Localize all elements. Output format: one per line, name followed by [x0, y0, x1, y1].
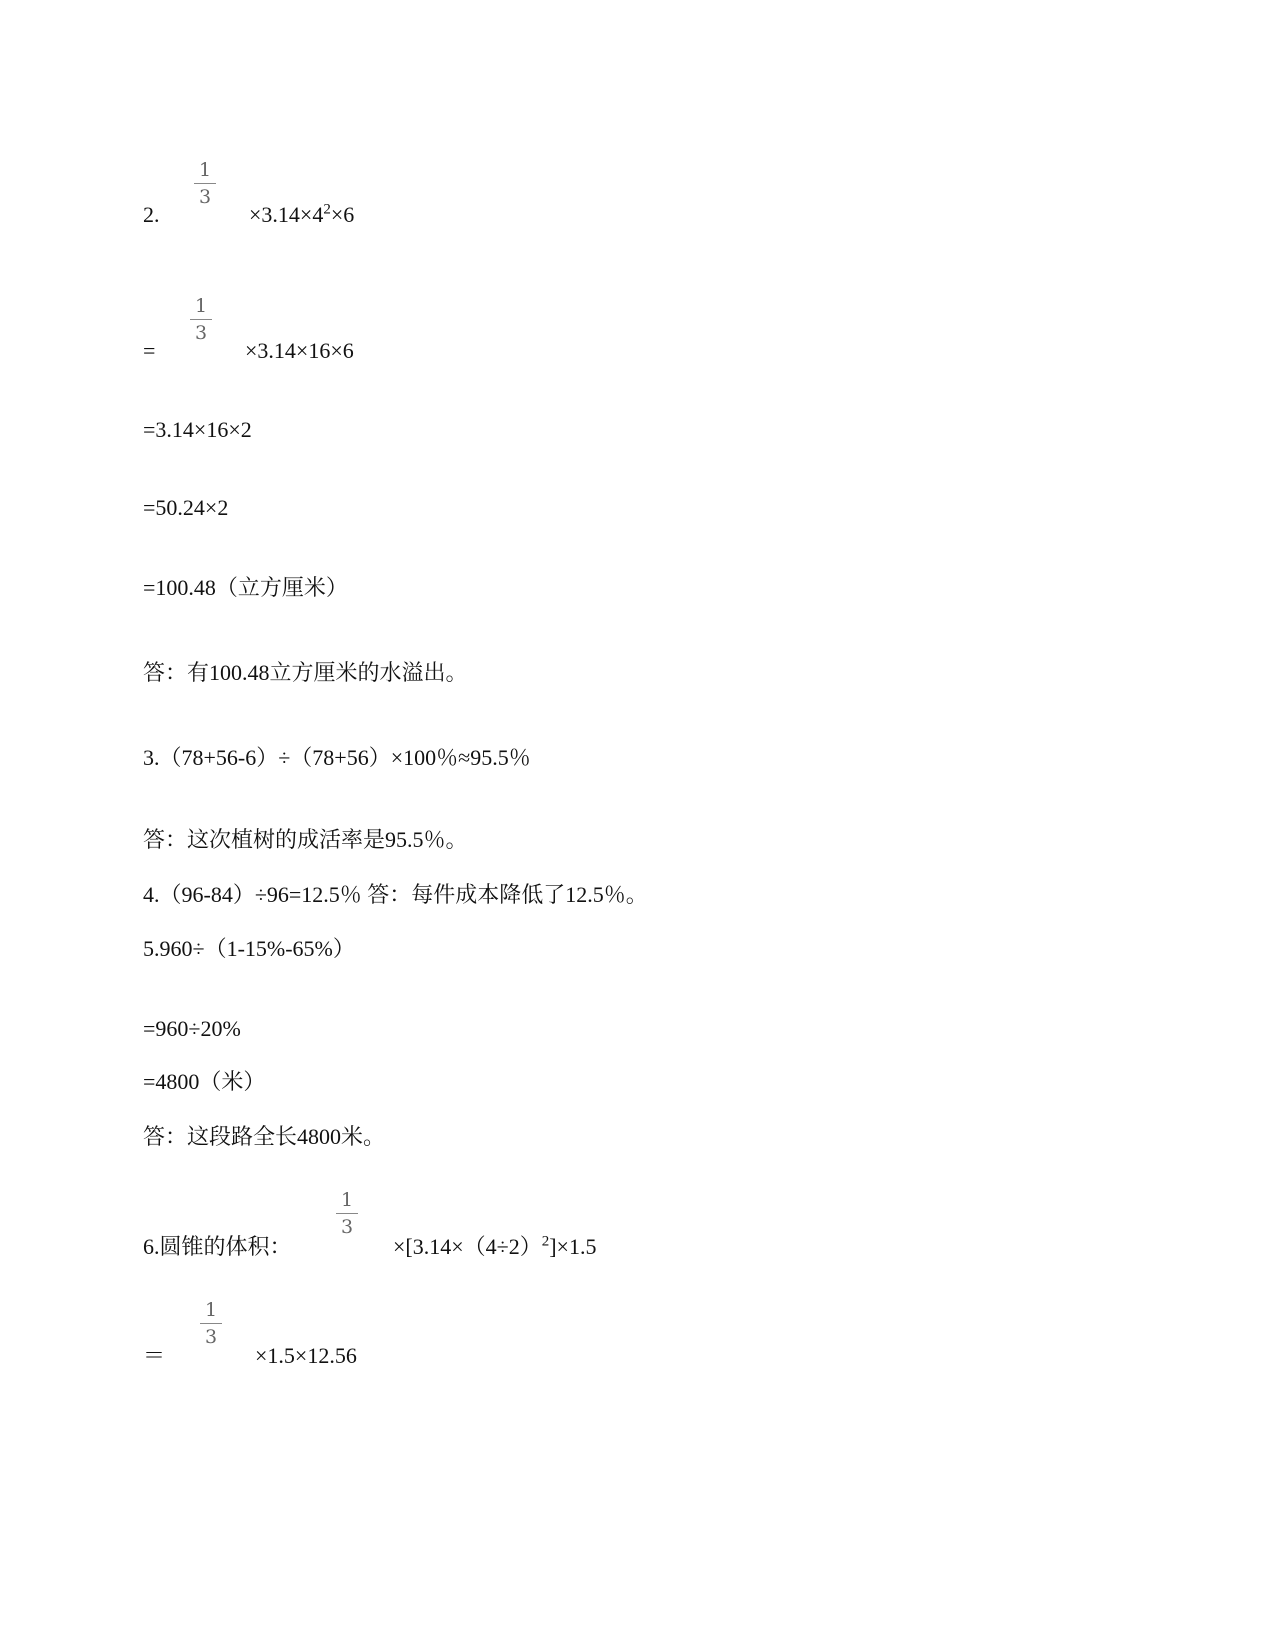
q2-expr-post: ×6: [330, 202, 355, 227]
fraction-denominator: 3: [340, 1216, 354, 1238]
fraction-one-third: [194, 160, 216, 208]
fraction-numerator: 1: [340, 1189, 354, 1211]
fraction-bar: [200, 1323, 222, 1324]
q2-label: 2.: [143, 202, 160, 227]
fraction-one-third: [200, 1300, 222, 1348]
fraction-denominator: 3: [194, 322, 208, 344]
q5-answer: 答：这段路全长4800米。: [143, 1124, 386, 1149]
q2-step1-equals: =: [143, 338, 156, 363]
fraction-bar: [336, 1213, 358, 1214]
fraction-bar: [190, 319, 212, 320]
q3-line: 3.（78+56-6）÷（78+56）×100％≈95.5％: [143, 745, 531, 770]
q2-step4: =100.48（立方厘米）: [143, 575, 348, 600]
q6-expr-pre: ×[3.14×（4÷2）: [393, 1234, 542, 1259]
fraction-denominator: 3: [204, 1326, 218, 1348]
q5-line: 5.960÷（1-15%-65%）: [143, 936, 355, 961]
fraction-numerator: 1: [204, 1299, 218, 1321]
q5-step2: =4800（米）: [143, 1069, 266, 1094]
q6-step1-equals: ＝: [143, 1343, 166, 1368]
q6-step1-expression: ×1.5×12.56: [255, 1343, 357, 1368]
q2-step1-expression: ×3.14×16×6: [245, 338, 354, 363]
q2-answer: 答：有100.48立方厘米的水溢出。: [143, 660, 468, 685]
q6-label: 6.圆锥的体积：: [143, 1234, 292, 1259]
fraction-numerator: 1: [198, 159, 212, 181]
q2-expr-exponent: 2: [323, 201, 331, 218]
q2-expr-pre: ×3.14×4: [249, 202, 324, 227]
q4-line: 4.（96-84）÷96=12.5％ 答：每件成本降低了12.5％。: [143, 882, 648, 907]
fraction-bar: [194, 183, 216, 184]
fraction-numerator: 1: [194, 295, 208, 317]
fraction-denominator: 3: [198, 186, 212, 208]
q3-answer: 答：这次植树的成活率是95.5％。: [143, 827, 468, 852]
fraction-one-third: [336, 1190, 358, 1238]
q2-expression: [249, 202, 354, 228]
q2-step3: =50.24×2: [143, 495, 229, 520]
q2-step2: =3.14×16×2: [143, 417, 252, 442]
q6-expr-post: ]×1.5: [549, 1234, 597, 1259]
q6-expression: [393, 1234, 596, 1260]
fraction-one-third: [190, 296, 212, 344]
q6-expr-exponent: 2: [541, 1233, 550, 1250]
q5-step1: =960÷20%: [143, 1016, 241, 1041]
